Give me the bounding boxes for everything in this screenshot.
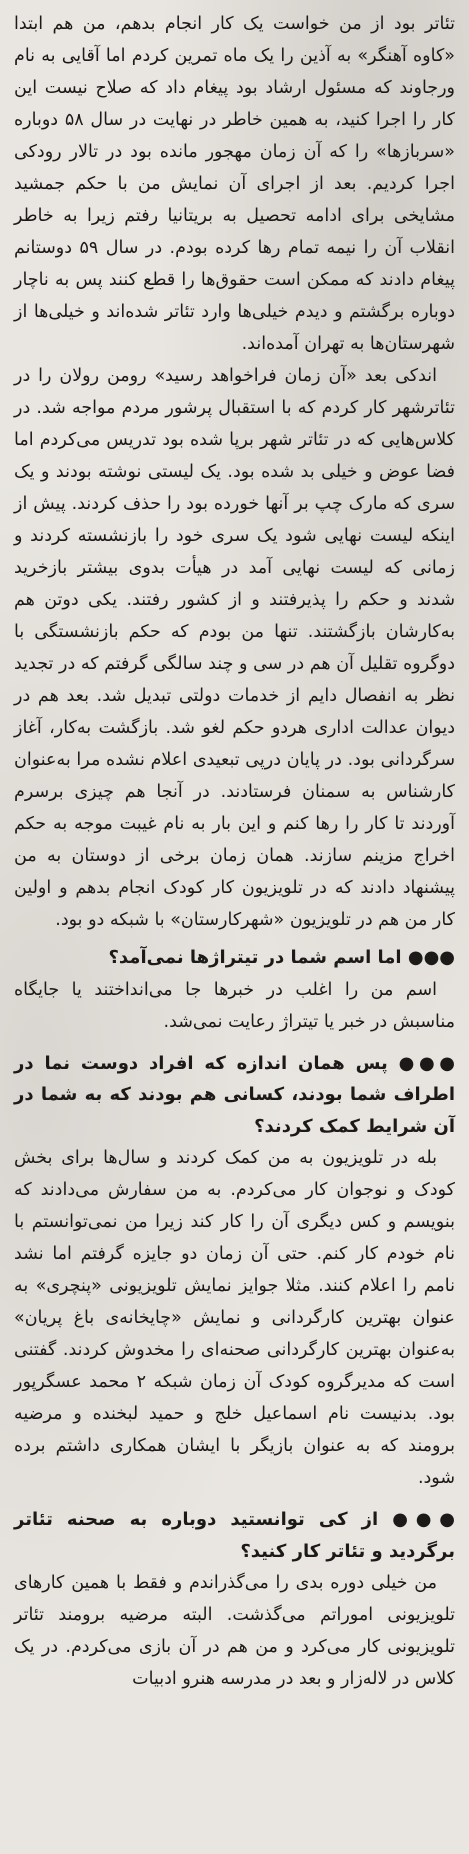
answer-credits: اسم من را اغلب در خبرها جا می‌انداختند یا جایگاه مناسبش در خبر یا تیتراژ رعایت نمی‌شد. — [14, 979, 455, 1032]
spacer — [14, 1038, 455, 1048]
answer-return-to-stage: من خیلی دوره بدی را می‌گذراندم و فقط با همین کارهای تلویزیونی اموراتم می‌گذشت. البته مرضیه برومند تئاتر تلویزیونی کار می‌کرد و من هم در آن بازی می‌کردم. در یک کلاس در لاله‌زار و بعد در مدرسه هنرو ادبیات — [14, 1573, 455, 1689]
question-helpers: ●●● پس همان اندازه که افراد دوست نما در اطراف شما بودند، کسانی هم بودند که به شما در آن شرایط کمک کردند؟ — [14, 1052, 455, 1137]
spacer — [14, 1494, 455, 1504]
question-credits: ●●● اما اسم شما در تیتراژها نمی‌آمد؟ — [108, 947, 455, 968]
paragraph-intro: تئاتر بود از من خواست یک کار انجام بدهم، من هم ابتدا «کاوه آهنگر» به آذین را یک ماه تمرین کردم اما آقایی به نام ورجاوند که مسئول ارشاد بود پیغام داد که صلاح نیست این کار را اجرا کنید، به همین خاطر در نهایت در سال ۵۸ دوباره «سربازها» را که آن زمان مهجور مانده بود در تالار رودکی اجرا کردیم. بعد از اجرای آن نمایش من با حکم جمشید مشایخی برای ادامه تحصیل به بریتانیا رفتم زیرا به خاطر انقلاب آن را نیمه تمام رها کرده بودم. در سال ۵۹ دوستانم پیغام دادند که ممکن است حقوق‌ها را قطع کنند پس به ناچار دوباره برگشتم و دیدم خیلی‌ها وارد تئاتر شده‌اند و خیلی‌ها از شهرستان‌ها به تهران آمده‌اند. — [14, 14, 455, 354]
paragraph-theater-story: اندکی بعد «آن زمان فراخواهد رسید» رومن رولان را در تئاترشهر کار کردم که با استقبال پرشور مردم مواجه شد. در کلاس‌هایی که در تئاتر شهر برپا شده بود تدریس می‌کردم اما فضا عوض و خیلی بد شده بود. یک لیستی نوشته بودند و یک سری که مارک چپ بر آنها خورده بود را حذف کردند. پیش از اینکه لیست نهایی شود یک سری خود را بازنشسته کردند و زمانی که لیست نهایی آمد در هیأت بدوی بیشتر بازخرید شدند و حکم را پذیرفتند و از کشور رفتند. یکی دوتن هم به‌کارشان بازگشتند. تنها من بودم که حکم بازنشستگی با دوگروه تقلیل آن هم در سی و چند سالگی گرفتم که در تجدید نظر به انفصال دایم از خدمات دولتی تبدیل شد. بعد هم در دیوان عدالت اداری هردو حکم لغو شد. بازگشت به‌کار، آغاز سرگردانی بود. در پایان درپی تبعیدی اعلام نشده مرا به‌عنوان کارشناس به سمنان فرستادند. در آنجا هم چیزی برسرم آوردند تا کار را رها کنم و این بار به نام غیبت موجه به حکم اخراج مزینم سازند. همان زمان برخی از دوستان به من پیشنهاد دادند که در تلویزیون کار کودک انجام بدهم و اولین کار من هم در تلویزیون «شهرکارستان» با شبکه دو بود. — [14, 366, 455, 930]
answer-helpers: بله در تلویزیون به من کمک کردند و سال‌ها برای بخش کودک و نوجوان کار می‌کردم. به من سفارش می‌دادند که بنویسم و کس دیگری آن را کار کند زیرا من نمی‌توانستم با نام خودم کار کنم. حتی آن زمان دو جایزه گرفتم اما نشد نامم را اعلام کنند. مثلا جوایز نمایش تلویزیونی «پنچری» به عنوان بهترین کارگردانی و نمایش «چایخانه‌ی باغ پریان» به‌عنوان بهترین کارگردانی صحنه‌ای را مخدوش کردند. گفتنی است که مدیرگروه کودک آن زمان شبکه ۲ محمد عسگرپور بود. بدنیست نام اسماعیل خلج و حمید لبخنده و مرضیه برومند که به عنوان بازیگر با ایشان همکاری داشتم برده شود. — [14, 1148, 455, 1488]
question-return-to-stage: ●●● از کی توانستید دوباره به صحنه تئاتر برگردید و تئاتر کار کنید؟ — [14, 1509, 455, 1562]
